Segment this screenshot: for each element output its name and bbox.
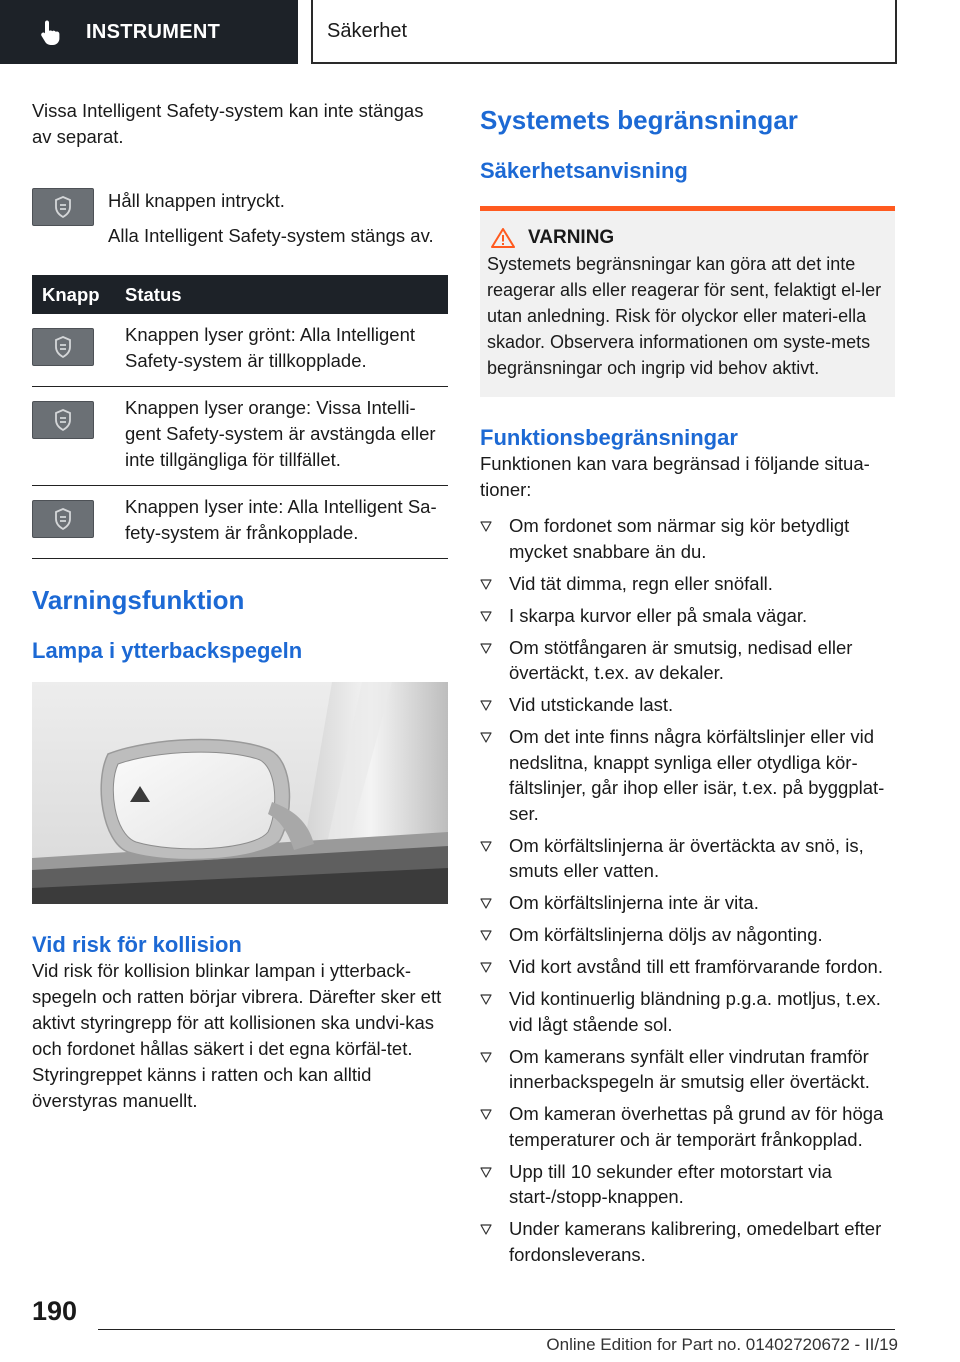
table-cell-status: Knappen lyser grönt: Alla Intelligent Safety-system är tillkopplade. xyxy=(115,314,448,387)
list-item xyxy=(480,692,895,718)
list-item xyxy=(480,603,895,629)
list-item-text: Vid kort avstånd till ett framförvarande fordon. xyxy=(509,956,883,977)
list-item-text: I skarpa kurvor eller på smala vägar. xyxy=(509,604,808,626)
list-item-text: Om kameran överhettas på grund av för höga temperaturer och är temporärt frånkopplad. xyxy=(509,1103,884,1150)
warning-text: Systemets begränsningar kan göra att det inte reagerar alls eller reagerar för sent, felaktigt el-ler utan anledning. Risk för olyckor eller materi-ella skador. Observera informationen om syste-mets begränsningar och ingrip vid behov aktivt. xyxy=(487,254,882,378)
list-item-text: Om kamerans synfält eller vindrutan framför innerbackspegeln är smutsig eller övertäckt. xyxy=(509,1045,870,1092)
list-item-text: Om fordonet som närmar sig kör betydligt mycket snabbare än du. xyxy=(509,515,850,562)
triangle-bullet-icon xyxy=(480,1167,492,1178)
heading-warning-function: Varningsfunktion xyxy=(32,585,245,615)
list-item xyxy=(480,571,895,597)
intelligent-safety-button-icon xyxy=(32,328,94,366)
instruction-result: Alla Intelligent Safety-system stängs av. xyxy=(108,225,434,246)
triangle-bullet-icon xyxy=(480,643,492,654)
table-row xyxy=(32,314,448,387)
table-header-button: Knapp xyxy=(32,275,115,314)
list-item xyxy=(480,954,895,980)
heading-collision-risk: Vid risk för kollision xyxy=(32,932,242,957)
list-item-text: Vid utstickande last. xyxy=(509,694,674,715)
list-item xyxy=(480,1044,895,1095)
table-row xyxy=(32,486,448,559)
collision-text: Vid risk för kollision blinkar lampan i ytterback-spegeln och ratten börjar vibrera. Därefter sker ett aktivt styringrepp för att kollisionen ska undvi-kas och fordonet hållas säkert i det egna körfäl-tet. Styringreppet känns i ratten och kan alltid överstyras manuellt. xyxy=(32,960,442,1111)
page-number: 190 xyxy=(32,1296,78,1326)
left-column xyxy=(32,98,448,1114)
heading-function-limits: Funktionsbegränsningar xyxy=(480,425,738,450)
list-item xyxy=(480,1101,895,1152)
warning-triangle-icon xyxy=(490,227,516,249)
chapter-title: Säkerhet xyxy=(327,19,408,42)
triangle-bullet-icon xyxy=(480,1224,492,1235)
list-item xyxy=(480,1216,895,1267)
list-item xyxy=(480,833,895,884)
triangle-bullet-icon xyxy=(480,732,492,743)
list-item xyxy=(480,922,895,948)
right-column xyxy=(480,98,895,1274)
table-row xyxy=(32,387,448,486)
list-item-text: Vid kontinuerlig bländning p.g.a. motljus, t.ex. vid lågt stående sol. xyxy=(509,988,881,1035)
list-item xyxy=(480,724,895,826)
instruction-row xyxy=(32,188,448,249)
list-item xyxy=(480,890,895,916)
footer-divider xyxy=(98,1329,895,1330)
list-item-text: Om körfältslinjerna inte är vita. xyxy=(509,892,759,913)
limitation-list xyxy=(480,513,895,1267)
triangle-bullet-icon xyxy=(480,962,492,973)
heading-system-limits: Systemets begränsningar xyxy=(480,105,798,135)
table-header-status: Status xyxy=(115,275,448,314)
table-header-row xyxy=(32,275,448,314)
function-intro: Funktionen kan vara begränsad i följande situa-tioner: xyxy=(480,453,870,500)
triangle-bullet-icon xyxy=(480,1109,492,1120)
list-item-text: Under kamerans kalibrering, omedelbart efter fordonsleverans. xyxy=(509,1218,882,1265)
list-item-text: Om körfältslinjerna döljs av någonting. xyxy=(509,924,823,945)
intelligent-safety-button-icon xyxy=(32,401,94,439)
triangle-bullet-icon xyxy=(480,700,492,711)
list-item-text: Upp till 10 sekunder efter motorstart via start-/stopp-knappen. xyxy=(509,1160,832,1207)
section-label: INSTRUMENT xyxy=(86,20,221,43)
list-item xyxy=(480,635,895,686)
status-table xyxy=(32,275,448,559)
intro-text: Vissa Intelligent Safety-system kan inte stängas av separat. xyxy=(32,100,424,147)
warning-label: VARNING xyxy=(528,227,615,248)
triangle-bullet-icon xyxy=(480,1052,492,1063)
table-cell-status: Knappen lyser inte: Alla Intelligent Sa-fety-system är frånkopplade. xyxy=(115,486,448,559)
warning-box xyxy=(480,206,895,397)
list-item-text: Om det inte finns några körfältslinjer eller vid nedslitna, knappt synliga eller otydliga kör-fältslinjer, går ihop eller isär, t.ex. på byggplat-ser. xyxy=(509,726,885,824)
edition-note: Online Edition for Part no. 01402720672 - II/19 xyxy=(546,1335,898,1354)
pointing-hand-icon xyxy=(38,18,66,46)
instruction-step: Håll knappen intryckt. xyxy=(108,190,285,211)
triangle-bullet-icon xyxy=(480,841,492,852)
heading-mirror-lamp: Lampa i ytterbackspegeln xyxy=(32,638,303,663)
intelligent-safety-button-icon xyxy=(32,500,94,538)
list-item xyxy=(480,1159,895,1210)
triangle-bullet-icon xyxy=(480,521,492,532)
triangle-bullet-icon xyxy=(480,994,492,1005)
list-item-text: Om körfältslinjerna är övertäckta av snö, is, smuts eller vatten. xyxy=(509,834,864,881)
triangle-bullet-icon xyxy=(480,898,492,909)
list-item xyxy=(480,513,895,564)
triangle-bullet-icon xyxy=(480,611,492,622)
triangle-bullet-icon xyxy=(480,579,492,590)
heading-safety-note: Säkerhetsanvisning xyxy=(480,158,688,183)
chapter-tab xyxy=(311,0,897,64)
triangle-bullet-icon xyxy=(480,930,492,941)
side-mirror-illustration xyxy=(32,682,448,904)
table-cell-status: Knappen lyser orange: Vissa Intelli-gent Safety-system är avstängda eller inte tillgängliga för tillfället. xyxy=(115,387,448,486)
section-tab xyxy=(0,0,298,64)
list-item-text: Om stötfångaren är smutsig, nedisad eller övertäckt, t.ex. av dekaler. xyxy=(509,636,853,683)
list-item xyxy=(480,986,895,1037)
list-item-text: Vid tät dimma, regn eller snöfall. xyxy=(509,572,773,594)
intelligent-safety-button-icon xyxy=(32,188,94,226)
